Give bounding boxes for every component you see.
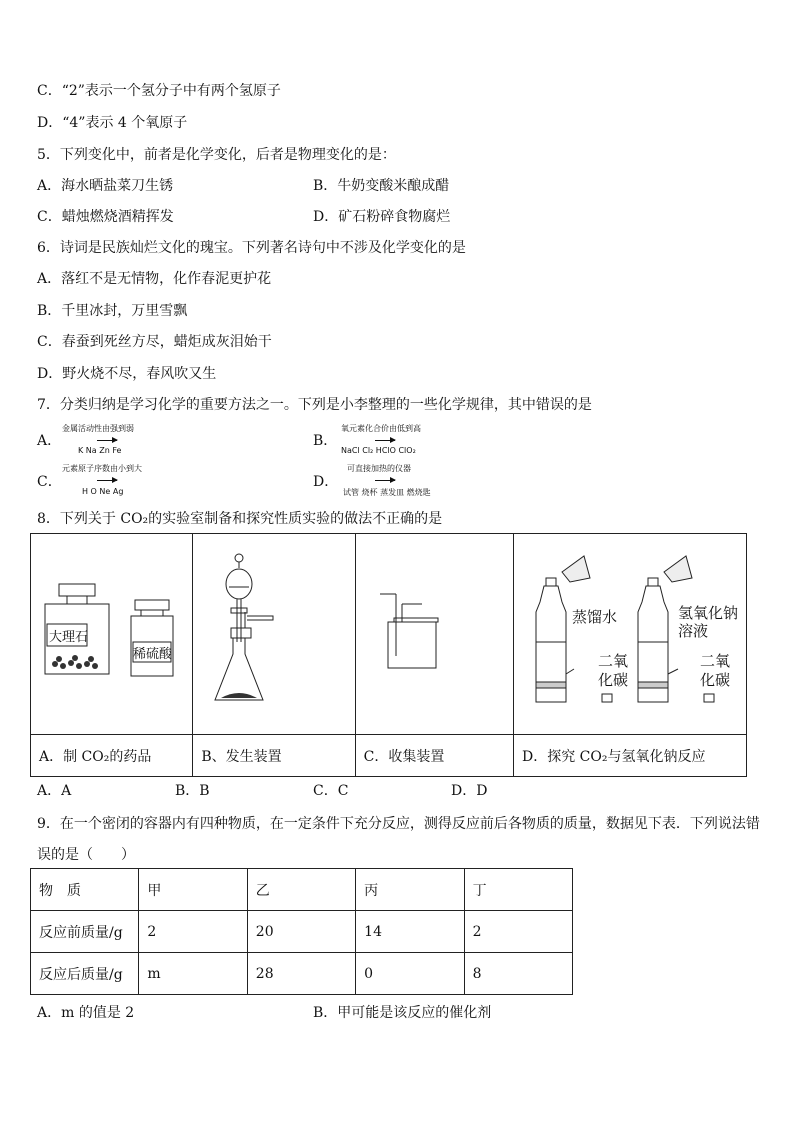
q6-option-a: A．落红不是无情物，化作春泥更护花	[37, 271, 272, 287]
q7-option-b-rule: 氧元素化合价由低到高	[341, 424, 421, 433]
q7-option-d-label: D．	[313, 474, 339, 490]
q5-option-c: C．蜡烛燃烧酒精挥发	[37, 209, 174, 225]
q9-cell: m	[139, 953, 247, 995]
q8-label-distilled-water: 蒸馏水	[571, 608, 617, 626]
q8-option-a: A．A	[37, 783, 72, 799]
q7-option-a-rule: 金属活动性由强到弱	[62, 424, 134, 433]
q8-cell-a-image	[31, 534, 193, 735]
q7-option-b-label: B．	[313, 433, 338, 449]
q8-cell-d-image	[513, 534, 746, 735]
q9-stem-line1: 9．在一个密闭的容器内有四种物质，在一定条件下充分反应，测得反应前后各物质的质量，数据见下表．下列说法错	[37, 816, 760, 832]
q4-option-c: C．“2”表示一个氢分子中有两个氢原子	[37, 83, 281, 99]
q7-option-b-items: NaCl Cl₂ HClO ClO₂	[341, 446, 416, 455]
q9-cell: 2	[464, 911, 572, 953]
q5-option-d: D．矿石粉碎食物腐烂	[313, 209, 451, 225]
q9-cell: 0	[356, 953, 464, 995]
q7-option-a-label: A．	[37, 433, 62, 449]
q9-stem-line2: 误的是（ ）	[37, 847, 135, 863]
q9-option-b: B．甲可能是该反应的催化剂	[313, 1005, 492, 1021]
q9-row-after-label: 反应后质量/g	[31, 953, 139, 995]
q8-caption-a: A．制 CO₂的药品	[31, 735, 193, 777]
q9-mass-table	[30, 868, 573, 995]
q7-option-d-rule: 可直接加热的仪器	[347, 464, 411, 473]
q8-option-c: C．C	[313, 783, 349, 799]
q9-header-jia: 甲	[139, 869, 247, 911]
q8-label-co2-right: 二氧化碳	[699, 652, 730, 689]
q5-option-a: A．海水晒盐菜刀生锈	[37, 178, 174, 194]
q8-apparatus-table	[30, 533, 747, 777]
q8-label-marble: 大理石	[49, 630, 89, 645]
q9-cell: 20	[247, 911, 355, 953]
q9-option-a: A．m 的值是 2	[37, 1005, 135, 1021]
q9-header-yi: 乙	[247, 869, 355, 911]
q6-stem: 6．诗词是民族灿烂文化的瑰宝。下列著名诗句中不涉及化学变化的是	[37, 240, 466, 256]
q9-row-before-label: 反应前质量/g	[31, 911, 139, 953]
gas-collection-bottle	[356, 534, 512, 730]
q8-caption-d: D．探究 CO₂与氢氧化钠反应	[513, 735, 746, 777]
q7-option-a-arrow	[97, 440, 117, 441]
q4-option-d: D．“4”表示 4 个氧原子	[37, 115, 188, 131]
q7-option-c-label: C．	[37, 474, 62, 490]
q7-option-a-items: K Na Zn Fe	[78, 446, 122, 455]
q9-cell: 28	[247, 953, 355, 995]
q8-label-dilute-acid: 稀硫酸	[133, 647, 173, 662]
q8-stem: 8．下列关于 CO₂的实验室制备和探究性质实验的做法不正确的是	[37, 511, 443, 527]
q7-option-c-items: H O Ne Ag	[82, 487, 124, 496]
q8-cell-b-image	[193, 534, 355, 735]
q8-caption-c: C．收集装置	[355, 735, 513, 777]
q7-option-c-arrow	[97, 480, 117, 481]
q9-header-substance: 物 质	[31, 869, 139, 911]
q8-caption-b: B、发生装置	[193, 735, 355, 777]
q5-stem: 5．下列变化中，前者是化学变化，后者是物理变化的是：	[37, 147, 396, 163]
q9-cell: 8	[464, 953, 572, 995]
flask-funnel-apparatus	[193, 534, 353, 730]
q8-label-co2-left: 二氧化碳	[597, 652, 628, 689]
q6-option-d: D．野火烧不尽，春风吹又生	[37, 366, 217, 382]
q6-option-c: C．春蚕到死丝方尽，蜡炬成灰泪始干	[37, 334, 272, 350]
q8-option-b: B．B	[175, 783, 210, 799]
q7-stem: 7．分类归纳是学习化学的重要方法之一。下列是小李整理的一些化学规律，其中错误的是	[37, 397, 592, 413]
q8-label-naoh-solution: 氢氧化钠溶液	[677, 604, 738, 640]
q5-option-b: B．牛奶变酸米酿成醋	[313, 178, 450, 194]
q7-option-d-arrow	[375, 480, 395, 481]
q9-header-ding: 丁	[464, 869, 572, 911]
q9-cell: 14	[356, 911, 464, 953]
q6-option-b: B．千里冰封，万里雪飘	[37, 303, 188, 319]
q7-option-c-rule: 元素原子序数由小到大	[62, 464, 142, 473]
q9-header-bing: 丙	[356, 869, 464, 911]
q7-option-b-arrow	[375, 440, 395, 441]
q8-cell-c-image	[355, 534, 513, 735]
q9-cell: 2	[139, 911, 247, 953]
q8-option-d: D．D	[451, 783, 488, 799]
q7-option-d-items: 试管 烧杯 蒸发皿 燃烧匙	[343, 488, 431, 497]
